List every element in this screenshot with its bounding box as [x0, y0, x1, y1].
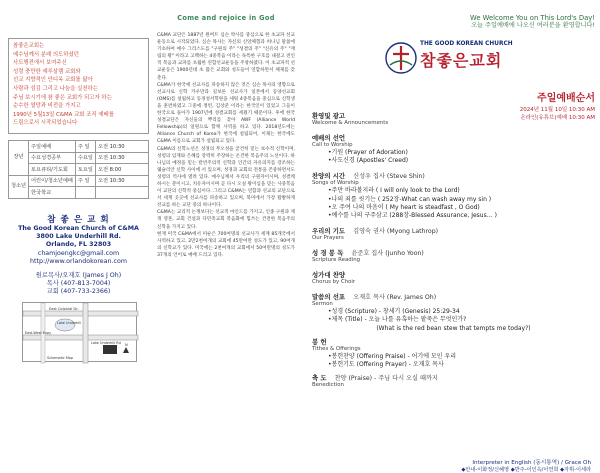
service-item-english: Chorus by Choir: [312, 279, 356, 286]
mission-line: 선교 지향적인 안디옥 교회를 닮아: [13, 77, 93, 84]
service-item: [312, 111, 595, 127]
service-item-title: [312, 248, 595, 257]
map-drawing: [23, 303, 138, 363]
service-item-english: Scripture Reading: [312, 257, 361, 264]
service-item-title: [312, 270, 595, 279]
church-logo: [384, 41, 513, 83]
service-item-title-text: 성 경 봉 독: [312, 249, 344, 258]
history-paragraph: C&MA는 교리적 논쟁보다는 선교적 마인드를 가지고, 인종 구원과 재개 영혼, 교회 건설과 다민족교회 복음화에 힘쓰는 건전한 복음주의 신학을 가지고 있다.: [157, 210, 295, 230]
service-item-title-text: 예배의 선언: [312, 134, 346, 142]
service-item-title: [312, 111, 595, 120]
welcome-korean: 오늘 주일예배에 나오신 여러분을 환영합니다!: [471, 22, 595, 30]
history-paragraph: C&MA가 한국에 선교사를 파송하지 않은 것은 심슨 목사의 영향으로 선교사로 신학 카우만과 길보른 선교사가 일본에서 동양선교회(OMS)를 설립하고 동경성서학원을 세워 4중복음을 중심으로 신학생을 훈련하였고 그중에 정빈, 김상준 이라는 한국인이 있었고 그들이 한국으로 돌아가 1907년에 성결교회를 세웠기 때문이다. 후에 한국 성결교단은 자신들의 뿌리를 찾아 AWF (Alliance World Fellowship)의 일원으로 함께 사역을 하고 있다. 2018년도에는 Alliance Church of Korea가 한국에 설립되어, 이제는 한국에도 C&MA 이름으로 교회가 설립되고 있다.: [157, 82, 295, 145]
service-item-title: [312, 337, 595, 346]
schedule-row: [9, 187, 149, 199]
schedule-day: 주 일: [75, 141, 95, 153]
mission-line: 사도행전에서 보여주신: [13, 60, 67, 67]
service-item-title-text: 성가대 찬양: [312, 271, 346, 280]
mission-line: 순수한 열망과 비전을 가지고: [13, 103, 81, 110]
logo-korean-name: 참좋은교회: [420, 51, 503, 70]
schedule-row: [9, 175, 149, 187]
schedule-row: [9, 141, 149, 153]
schedule-day: 수요일: [75, 152, 95, 164]
church-contact-info: [8, 213, 149, 297]
online-service-time: 온라인(유튜브)예배 10:30 AM: [520, 115, 595, 121]
service-item-leader: 찬양 (Praise) - 주님 다시 오실 때까지: [334, 375, 438, 383]
schedule-time: 오전 10:30: [95, 175, 148, 187]
service-item: [312, 337, 595, 369]
schedule-name: 토요큐티/기도회: [29, 164, 76, 176]
service-item-detail: (What is the red bean stew that tempts me today?): [376, 324, 531, 332]
service-item-detail: •봉헌찬양 (Offering Praise) - 어기에 모인 우리: [328, 352, 457, 360]
service-item-leader: 김영숙 권사 (Myong Lathrop): [353, 228, 439, 236]
mission-statement-box: [8, 38, 149, 134]
service-item-english: Songs of Worship: [312, 180, 359, 187]
mission-line: 사람과 섬김 그리고 나눔을 실천하는: [13, 85, 98, 92]
history-text: [157, 32, 295, 259]
mission-line: 성령 충만한 예루살렘 교회와: [13, 68, 81, 75]
church-website[interactable]: http://www.orlandokorean.com: [30, 258, 127, 266]
service-item-title-text: 축 도: [312, 374, 327, 383]
schedule-name: 주일예배: [29, 141, 76, 153]
history-paragraph: C&MA 교단은 1887년 원버트 심슨 박사를 중심으로 한 초교파 선교운동으로 시작되었다. 심슨 목사는 자신의 신앙체험과 허나님 말씀에 기초하여 예수 그리스도를 "구원의 주" "성결의 주" "신유의 주" "재림의 왕" 이라고 고백하는 4중복음 이라는 독특한 구호를 내걸고 전인적 복음과 교파를 초월한 연합선교운동을 주창하였다. 이 초교파적 선교운동은 1900년대 초 많은 교회와 성도들이 연합하면서 체제를 갖춘다.: [157, 33, 295, 81]
bulletin-title: 주일예배순서: [537, 93, 595, 104]
service-item-title-text: 봉 헌: [312, 337, 327, 346]
schedule-time: 오전 10:30: [95, 152, 148, 164]
schedule-time: 오전 10:30: [95, 141, 148, 153]
service-item-detail: •사도신경 (Apostles' Creed): [328, 157, 409, 165]
map-label: East Colonial Dr.: [49, 306, 79, 311]
mission-line: 드림으로서 시작되었습니다: [13, 120, 78, 127]
service-item: [312, 248, 595, 264]
service-schedule-table: [8, 140, 149, 199]
pastor-phone: 목사 (407-813-7004): [46, 279, 111, 287]
schedule-name: 수요성경공부: [29, 152, 76, 164]
map-label: Schematic Map: [47, 355, 74, 360]
history-paragraph: C&MA의 신학노선은 성경의 무오성을 굳건히 믿는 보수적 신학이며, 성령의 임재와 은혜를 강력히 주장하는 온건한 복음주의 노선이다. 하나님의 예정을 믿는 칼빈주의적 신학과 인간의 자유의지를 강조하는 웨슬리안 신학 사이에 서 있으며, 성경과 교회의 전통을 존중하면서도 성령의 역사에 열려 있다. 예수님께서 우리의 구원자이시며, 성결케 하시는 분이시고, 치유자이시며 곧 다시 오실 왕이심을 믿는 사중복음이 교단의 신학적 중심이다. 그리고 C&MA는 연합과 선교의 교단으로서 세계 곳곳에 선교사를 파송하고 있으며, 북미에서 가장 활발하게 선교를 하는 교단 중의 하나이다.: [157, 146, 295, 209]
service-item-english: Welcome & Announcements: [312, 120, 389, 126]
service-item-title-text: 환영및 광고: [312, 112, 346, 120]
order-of-service: [312, 111, 595, 389]
service-item: [312, 171, 595, 220]
schedule-time: 오전 8:00: [95, 164, 148, 176]
service-item-title: [312, 226, 595, 235]
service-item-detail: •성경 (Scripture) - 창세기 (Genesis) 25:29-34: [328, 308, 460, 316]
map-label: Lake Underhill: [57, 320, 82, 325]
church-address-line1: 3800 Lake Underhill Rd.: [36, 232, 121, 240]
schedule-day: 주 일: [75, 175, 95, 187]
service-item-detail: •오 주여 나의 마음이 ( My heart is steadfast , O God): [328, 203, 480, 211]
schedule-name: 한국학교: [29, 187, 76, 199]
map-label: N: [125, 342, 128, 347]
mission-line: 1990년 5월13일 C&MA 교회 조직 예배를: [13, 111, 114, 118]
map-label: Lake Underhill Rd: [91, 340, 121, 345]
history-paragraph: 현재 미국 C&MA에서 미순은 700여명의 선교사가 세계 85개국에서 사역하고 있고, 2만2천여개의 교회에 45만여만 성도가 있고, 90여개의 신학교가 있다. 미국에는 2천여개의 교회에서 50여만명의 성도가 37개의 언어로 예배 드리고 있다.: [157, 231, 295, 258]
church-name-english: The Good Korean Church of C&MA: [18, 224, 139, 232]
welcome-message: [308, 14, 595, 31]
service-item: [312, 270, 595, 286]
church-emblem-icon: [384, 41, 418, 75]
schedule-time: [95, 187, 148, 199]
service-item-english: Our Prayers: [312, 235, 344, 242]
church-phone: 교회 (407-733-2366): [46, 288, 111, 296]
service-date: 2024년 11월 10일 10:30 AM: [519, 107, 595, 113]
service-item: [312, 292, 595, 333]
service-item-title: [312, 133, 595, 142]
mission-line: 예수님께서 분래 의도하셨던: [13, 51, 79, 58]
church-name-korean: 참 좋 은 교 회: [47, 214, 110, 225]
logo-english-name: THE GOOD KOREAN CHURCH: [420, 41, 513, 47]
service-item: [312, 373, 595, 389]
church-email[interactable]: chamjoengkc@gmail.com: [37, 249, 120, 257]
service-item-leader: 신성우 집사 (Steve Shin): [353, 173, 425, 181]
service-item-detail: •기원 (Prayer of Adoration): [328, 149, 408, 156]
order-of-worship-column: [308, 14, 595, 473]
service-item-leader: 오재호 목사 (Rev. James Oh): [353, 294, 437, 302]
mission-line: 참좋은교회는: [13, 43, 45, 49]
service-item-title-text: 말씀의 선포: [312, 293, 346, 302]
service-item-detail: •봉헌기도 (Offering Prayer) - 오재호 목사: [328, 361, 444, 369]
mission-line: 주님 보시기에 참 좋은 교회가 되고자 하는: [13, 94, 112, 101]
service-item-detail: •주만 바라볼지라 ( I will only look to the Lord): [328, 187, 460, 195]
schedule-day: [75, 187, 95, 199]
service-item-title-text: 찬양의 시간: [312, 172, 346, 181]
section-heading: Come and rejoice in God: [177, 14, 275, 22]
service-item-title: [312, 171, 595, 180]
service-item: [312, 226, 595, 242]
service-item-english: Sermon: [312, 301, 333, 308]
service-item-title-text: 우리의 기도: [312, 227, 346, 236]
schedule-group-youth: 청소년: [9, 175, 29, 198]
welcome-english: We Welcome You on This Lord's Day!: [470, 14, 595, 22]
service-item-english: Benediction: [312, 382, 344, 389]
interpreter-note: Interpreter in English (동시통역) / Grace Oh: [472, 460, 591, 466]
service-item-title: [312, 292, 595, 301]
service-item-english: Call to Worship: [312, 142, 353, 148]
map-label: East-West Expy: [25, 330, 52, 335]
service-item-detail: •나의 죄를 씻기는 ( 252장-What can wash away my sin ): [328, 195, 492, 203]
schematic-map: [22, 302, 137, 362]
church-address-line2: Orlando, FL 32803: [45, 241, 112, 249]
service-item-leader: 윤준호 집사 (Junho Yoon): [351, 250, 424, 258]
schedule-day: 토요일: [75, 164, 95, 176]
left-column: [8, 14, 149, 456]
schedule-name: 어린이/청소년예배: [29, 175, 76, 187]
service-item: [312, 133, 595, 165]
schedule-group-adult: 장년: [9, 141, 29, 176]
staff-note: ◆안내-이화정/신혜영 ◆반주-이인옥/이연희 ◆자휘-이세라: [461, 467, 591, 473]
pastor-name: 원로목사/오재호 (James J Oh): [35, 271, 122, 279]
service-item-title: [312, 373, 595, 382]
schedule-row: [9, 152, 149, 164]
service-item-detail: •예수를 나의 구주삼고 (288장-Blessed Assurance, Jesus… ): [328, 212, 497, 220]
history-column: [157, 14, 295, 460]
service-item-detail: •제목 (Title) - 오늘 나를 유혹하는 팥죽은 무엇인가?: [328, 316, 467, 324]
schedule-row: [9, 164, 149, 176]
service-item-english: Tithes & Offerings: [312, 345, 361, 352]
